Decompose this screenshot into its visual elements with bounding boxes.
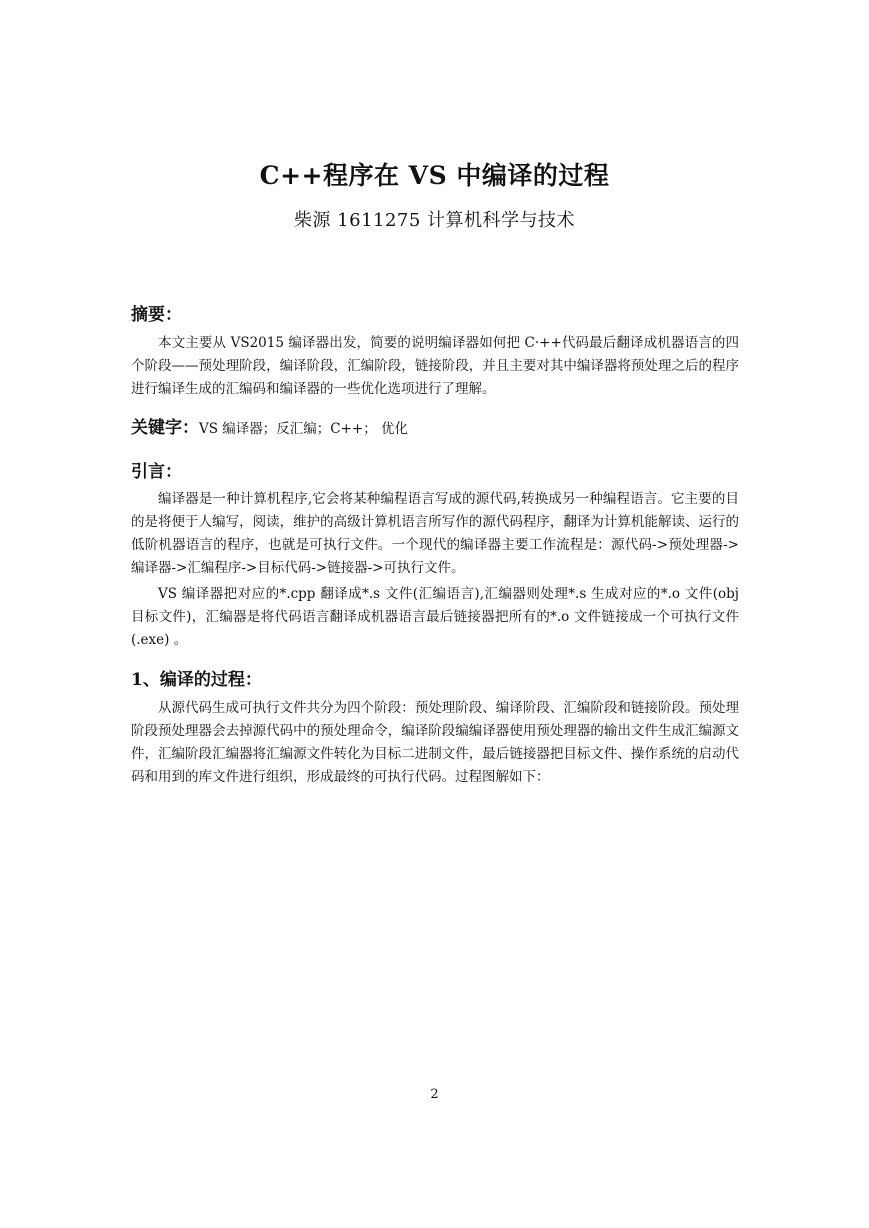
section-1-text: 从源代码生成可执行文件共分为四个阶段：预处理阶段、编译阶段、汇编阶段和链接阶段。预处理阶段预处理器会去掉源代码中的预处理命令，编译阶段编编译器使用预处理器的输出文件生成汇编源文件，汇编阶段汇编器将汇编源文件转化为目标二进制文件，最后链接器把目标文件、操作系统的启动代码和用到的库文件进行组织，形成最终的可执行代码。过程图解如下：: [131, 700, 739, 785]
keywords-text: VS 编译器；反汇编；C++； 优化: [199, 421, 409, 437]
intro-heading: 引言：: [131, 462, 182, 482]
document-title: C++程序在 VS 中编译的过程: [259, 161, 610, 190]
intro-paragraph-1: 编译器是一种计算机程序,它会将某种编程语言写成的源代码,转换成另一种编程语言。它主要的目的是将便于人编写，阅读，维护的高级计算机语言所写作的源代码程序，翻译为计算机能解读、运行的低阶机器语言的程序，也就是可执行文件。一个现代的编译器主要工作流程是：源代码->预处理器->编译器->汇编程序->目标代码->链接器->可执行文件。: [131, 491, 739, 576]
keywords-label: 关键字：: [131, 418, 199, 438]
section-1-heading: 1、编译的过程：: [131, 670, 262, 690]
abstract-text: 本文主要从 VS2015 编译器出发，简要的说明编译器如何把 C·++代码最后翻译成机器语言的四个阶段——预处理阶段，编译阶段，汇编阶段，链接阶段，并且主要对其中编译器将预处理之后的程序进行编译生成的汇编码和编译器的一些优化选项进行了理解。: [131, 335, 739, 397]
page-number: 2: [430, 1087, 439, 1102]
intro-paragraph-2: VS 编译器把对应的*.cpp 翻译成*.s 文件(汇编语言),汇编器则处理*.s 生成对应的*.o 文件(obj 目标文件)，汇编器是将代码语言翻译成机器语言最后链接器把所有的*.o 文件链接成一个可执行文件(.exe) 。: [131, 586, 739, 648]
author-line: 柴源 1611275 计算机科学与技术: [293, 210, 576, 231]
abstract-heading: 摘要：: [131, 305, 182, 325]
keywords-line: [131, 413, 408, 438]
